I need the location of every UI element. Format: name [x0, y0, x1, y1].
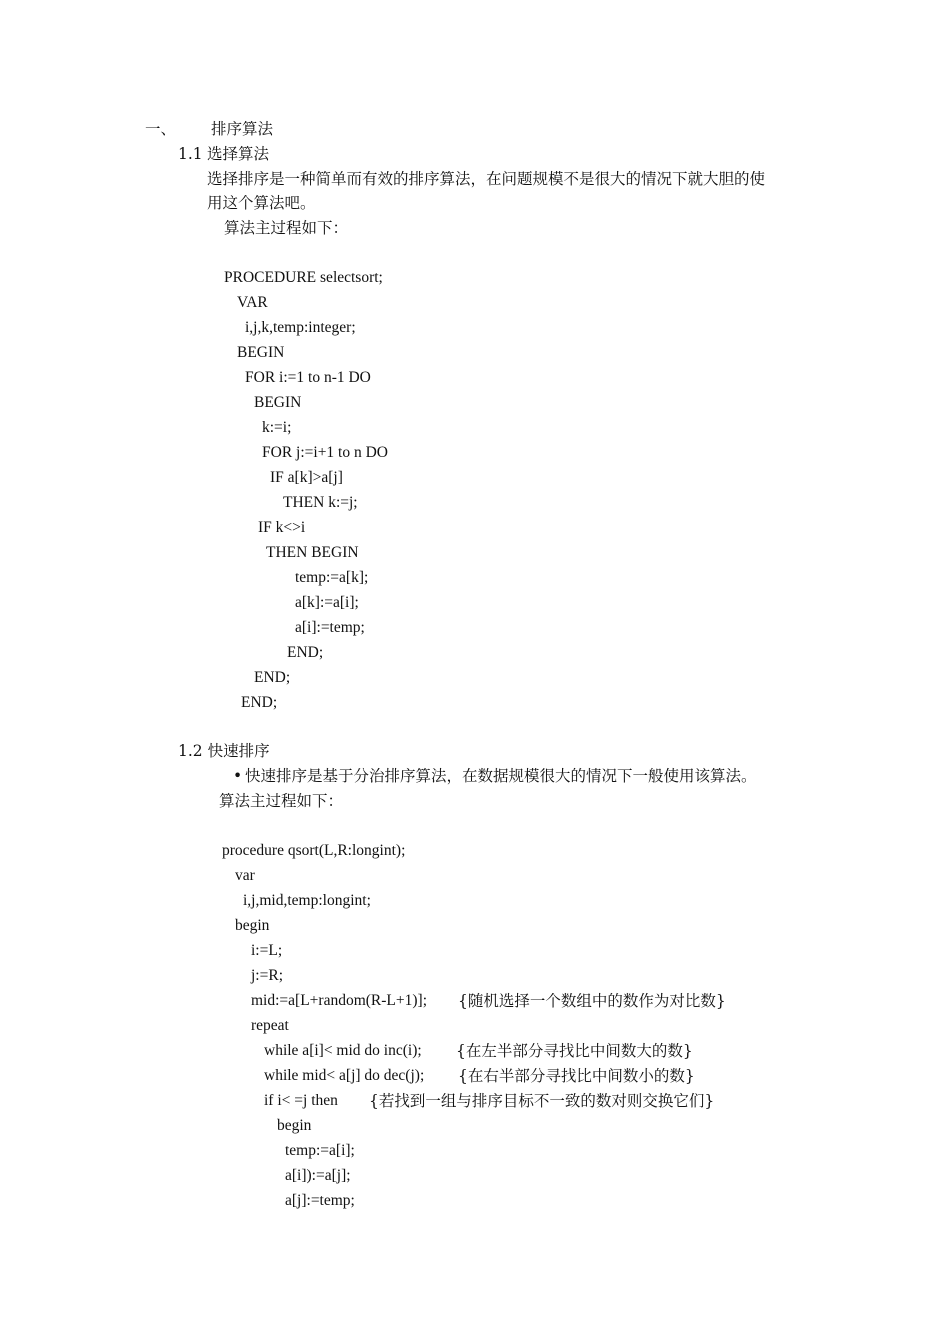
code-comment: {随机选择一个数组中的数作为对比数} — [458, 992, 726, 1010]
code-line: IF k<>i — [258, 519, 306, 536]
code-line: k:=i; — [262, 419, 292, 436]
code-line: repeat — [251, 1017, 289, 1034]
process-label: 算法主过程如下： — [219, 792, 344, 810]
code-line: if i< =j then — [264, 1092, 338, 1109]
code-line: procedure qsort(L,R:longint); — [222, 842, 406, 859]
code-line: PROCEDURE selectsort; — [224, 269, 383, 286]
section-number: 一、 — [145, 120, 177, 138]
process-label: 算法主过程如下： — [224, 219, 349, 237]
code-comment: {在左半部分寻找比中间数大的数} — [456, 1042, 693, 1060]
code-line: begin — [235, 917, 270, 934]
code-line: THEN BEGIN — [266, 544, 359, 561]
intro-paragraph-line: 选择排序是一种简单而有效的排序算法，在问题规模不是很大的情况下就大胆的使 — [207, 170, 766, 188]
code-line: a[j]:=temp; — [285, 1192, 355, 1209]
subsection-title: 选择算法 — [207, 145, 270, 163]
code-line: FOR i:=1 to n-1 DO — [245, 369, 371, 386]
code-line: i,j,k,temp:integer; — [245, 319, 356, 336]
code-comment: {在右半部分寻找比中间数小的数} — [458, 1067, 695, 1085]
code-line: temp:=a[i]; — [285, 1142, 355, 1159]
subsection-number: 1.1 — [178, 145, 203, 163]
subsection-title: 1.2 快速排序 — [178, 742, 270, 760]
code-line: END; — [241, 694, 278, 711]
code-line: BEGIN — [237, 344, 285, 361]
intro-paragraph-line: 快速排序是基于分治排序算法，在数据规模很大的情况下一般使用该算法。 — [245, 767, 757, 785]
code-line: END; — [287, 644, 324, 661]
code-line: IF a[k]>a[j] — [270, 469, 343, 486]
code-line: VAR — [237, 294, 268, 311]
code-line: temp:=a[k]; — [295, 569, 369, 586]
code-line: FOR j:=i+1 to n DO — [262, 444, 388, 461]
code-line: i:=L; — [251, 942, 283, 959]
code-comment: {若找到一组与排序目标不一致的数对则交换它们} — [369, 1092, 715, 1110]
code-line: while a[i]< mid do inc(i); — [264, 1042, 422, 1059]
code-line: while mid< a[j] do dec(j); — [264, 1067, 425, 1084]
code-line: mid:=a[L+random(R-L+1)]; — [251, 992, 428, 1009]
section-title: 排序算法 — [211, 120, 274, 138]
code-line: a[i]:=temp; — [295, 619, 365, 636]
code-line: j:=R; — [251, 967, 283, 984]
code-line: a[k]:=a[i]; — [295, 594, 359, 611]
code-line: END; — [254, 669, 291, 686]
intro-paragraph-line: 用这个算法吧。 — [207, 194, 316, 212]
code-line: THEN k:=j; — [283, 494, 358, 511]
code-line: a[i]):=a[j]; — [285, 1167, 351, 1184]
code-line: i,j,mid,temp:longint; — [243, 892, 371, 909]
code-line: var — [235, 867, 255, 884]
code-line: BEGIN — [254, 394, 302, 411]
code-line: begin — [277, 1117, 312, 1134]
bullet-mark: • — [233, 767, 243, 785]
